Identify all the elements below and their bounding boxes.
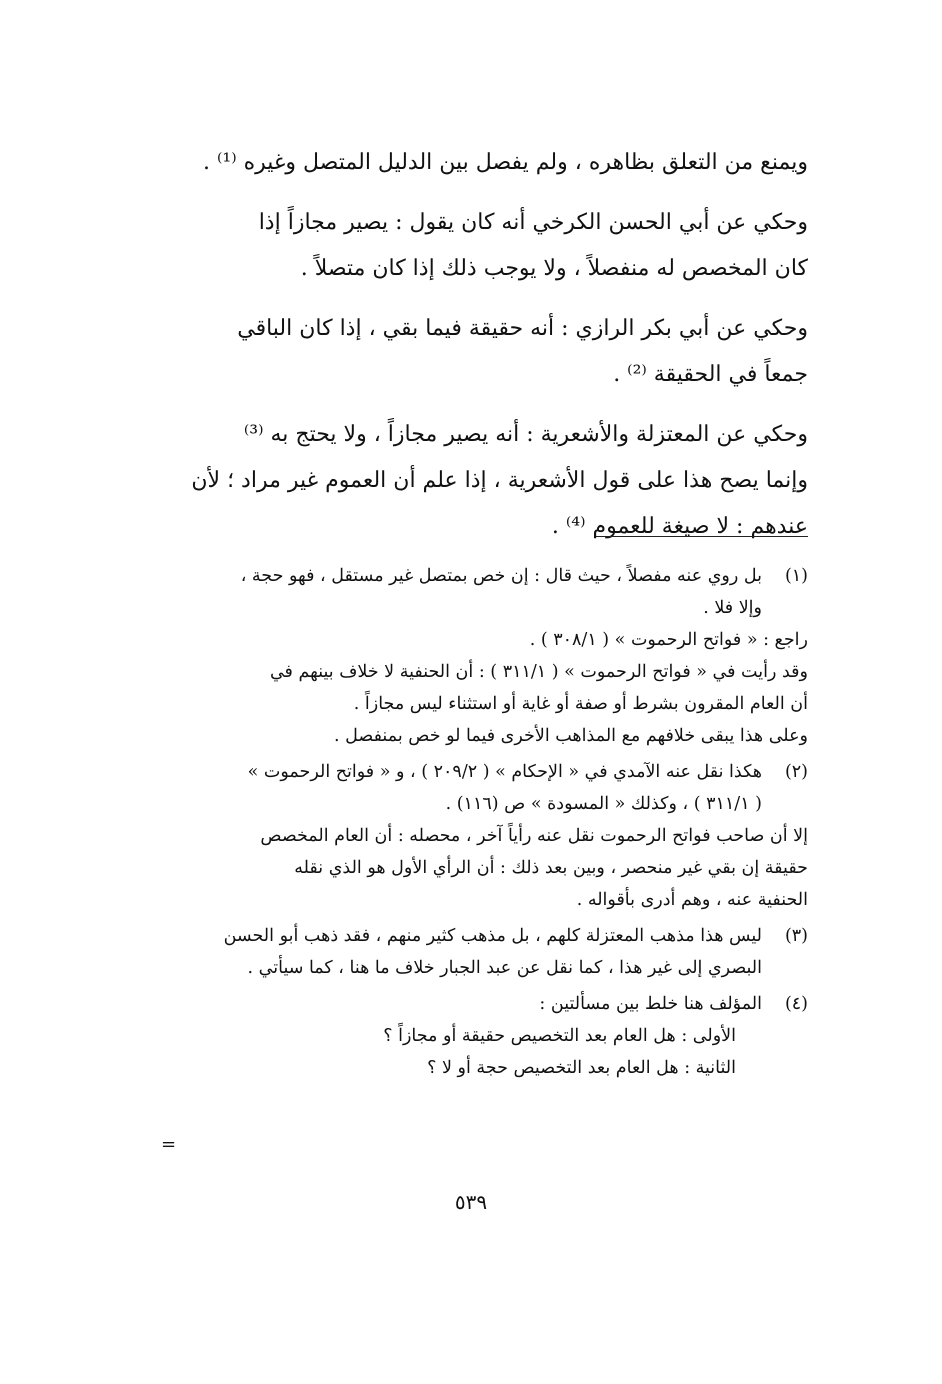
footnote-line: وعلى هذا يبقى خلافهم مع المذاهب الأخرى فيما لو خص بمنفصل .: [334, 726, 808, 746]
footnote-extra: [162, 820, 808, 916]
footnote-4: [162, 988, 808, 1084]
text-line: ويمنع من التعلق بظاهره ، ولم يفصل بين الدليل المتصل وغيره ⁽¹⁾ .: [202, 150, 808, 175]
footnote-line: الحنفية عنه ، وهم أدرى بأقواله .: [576, 890, 808, 910]
footnote-extra: [162, 624, 808, 752]
text-line: كان المخصص له منفصلاً ، ولا يوجب ذلك إذا كان متصلاً .: [300, 256, 808, 281]
footnote-line: الثانية : هل العام بعد التخصيص حجة أو لا ؟: [427, 1058, 736, 1078]
footnote-line: راجع : « فواتح الرحموت » ( ٣٠٨/١ ) .: [529, 630, 808, 650]
text-line: عندهم : لا صيغة للعموم ⁽⁴⁾ .: [551, 514, 808, 539]
footnote-line: ليس هذا مذهب المعتزلة كلهم ، بل مذهب كثير منهم ، فقد ذهب أبو الحسن: [223, 926, 762, 946]
footnote-line: الأولى : هل العام بعد التخصيص حقيقة أو مجازاً ؟: [383, 1026, 736, 1046]
footnote-line: إلا أن صاحب فواتح الرحموت نقل عنه رأياً آخر ، محصله : أن العام المخصص: [260, 826, 808, 846]
paragraph-1: [164, 140, 808, 186]
footnote-3: [162, 920, 808, 984]
main-text: [164, 140, 808, 564]
footnote-line: وإلا فلا .: [703, 598, 762, 618]
footnote-divider: [596, 536, 808, 537]
continuation-mark: =: [161, 1134, 177, 1155]
text-line: وحكي عن أبي بكر الرازي : أنه حقيقة فيما بقي ، إذا كان الباقي: [237, 316, 808, 341]
text-line: وحكي عن المعتزلة والأشعرية : أنه يصير مجازاً ، ولا يحتج به ⁽³⁾: [243, 422, 808, 447]
footnote-number: (٢): [784, 762, 808, 782]
paragraph-2: [164, 200, 808, 292]
footnotes: [162, 560, 808, 1088]
footnote-line: المؤلف هنا خلط بين مسألتين :: [539, 994, 762, 1014]
paragraph-4: [164, 412, 808, 550]
footnote-1: [162, 560, 808, 752]
footnote-line: ( ٣١١/١ ) ، وكذلك « المسودة » ص (١١٦) .: [445, 794, 762, 814]
footnote-number: (٤): [784, 994, 808, 1014]
page-number: ٥٣٩: [454, 1190, 488, 1214]
text-line: وإنما يصح هذا على قول الأشعرية ، إذا علم أن العموم غير مراد ؛ لأن: [191, 468, 808, 493]
footnote-line: بل روي عنه مفصلاً ، حيث قال : إن خص بمتصل غير مستقل ، فهو حجة ،: [240, 566, 762, 586]
footnote-line: البصري إلى غير هذا ، كما نقل عن عبد الجبار خلاف ما هنا ، كما سيأتي .: [247, 958, 762, 978]
footnote-line: حقيقة إن بقي غير منحصر ، وبين بعد ذلك : أن الرأي الأول هو الذي نقله: [294, 858, 808, 878]
footnote-number: (١): [784, 566, 808, 586]
footnote-line: وقد رأيت في « فواتح الرحموت » ( ٣١١/١ ) : أن الحنفية لا خلاف بينهم في: [269, 662, 808, 682]
footnote-2: [162, 756, 808, 916]
footnote-number: (٣): [784, 926, 808, 946]
footnote-line: أن العام المقرون بشرط أو صفة أو غاية أو استثناء ليس مجازاً .: [353, 694, 808, 714]
text-line: جمعاً في الحقيقة ⁽²⁾ .: [613, 362, 808, 387]
text-line: وحكي عن أبي الحسن الكرخي أنه كان يقول : يصير مجازاً إذا: [258, 210, 808, 235]
footnote-line: هكذا نقل عنه الآمدي في « الإحكام » ( ٢٠٩/٢ ) ، و « فواتح الرحموت »: [247, 762, 762, 782]
paragraph-3: [164, 306, 808, 398]
